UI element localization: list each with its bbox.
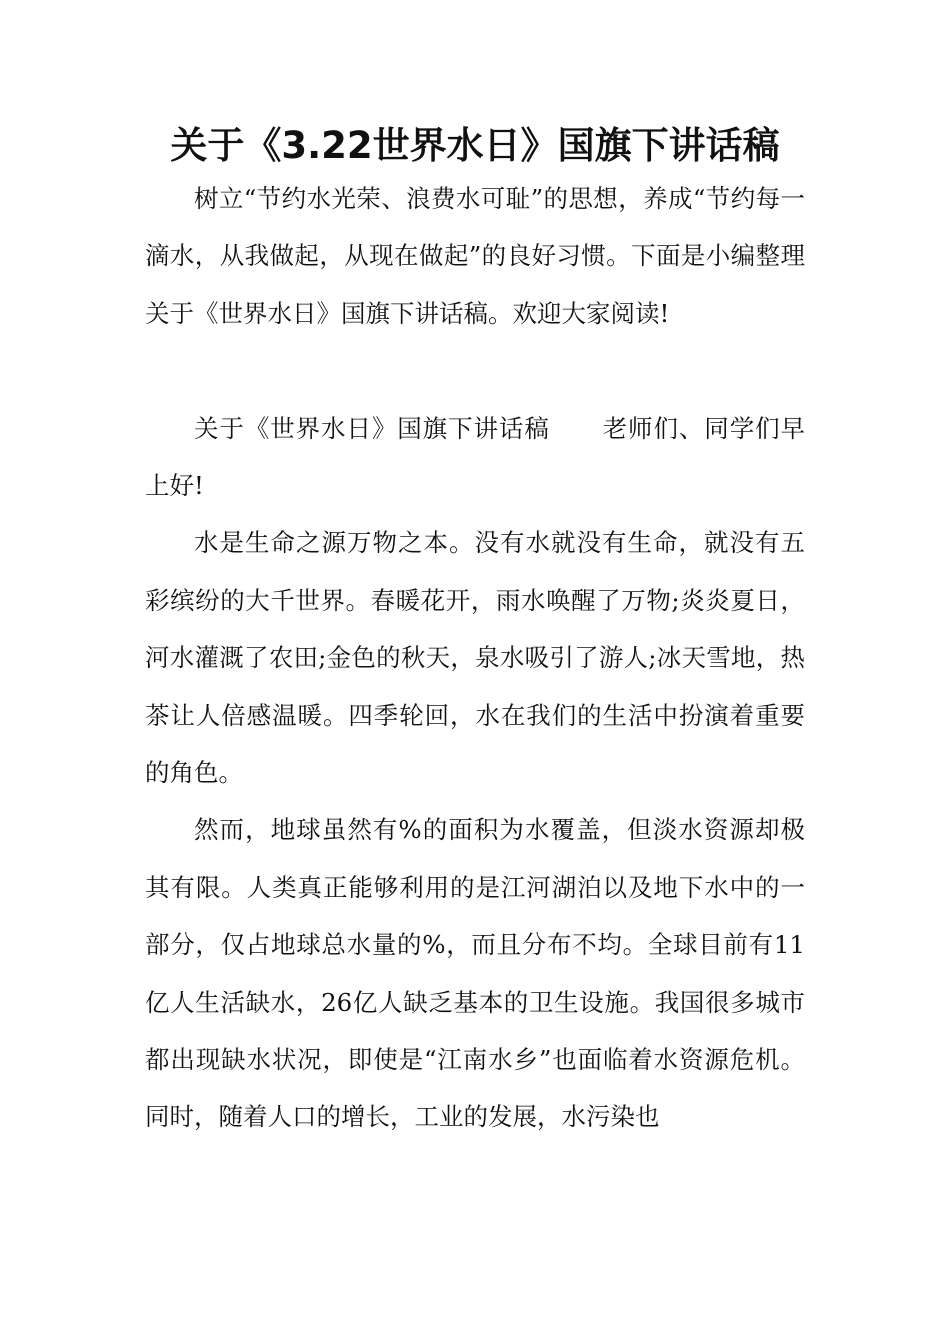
body-paragraph-water-source: 水是生命之源万物之本。没有水就没有生命，就没有五彩缤纷的大千世界。春暖花开，雨水唤醒了万物;炎炎夏日，河水灌溉了农田;金色的秋天，泉水吸引了游人;冰天雪地，热茶让人倍感温暖。四季轮回，水在我们的生活中扮演着重要的角色。 [145, 528, 805, 788]
speech-opening-paragraph [145, 400, 805, 515]
paragraph-spacer [145, 342, 805, 399]
document-body [145, 170, 805, 1146]
greeting: 老师们、同学们早上好! [145, 413, 806, 501]
speech-heading: 关于《世界水日》国旗下讲话稿 [194, 413, 550, 443]
intro-paragraph: 树立“节约水光荣、浪费水可耻”的思想，养成“节约每一滴水，从我做起，从现在做起”的良好习惯。下面是小编整理关于《世界水日》国旗下讲话稿。欢迎大家阅读! [145, 184, 805, 328]
body-paragraph-water-scarcity: 然而，地球虽然有%的面积为水覆盖，但淡水资源却极其有限。人类真正能够利用的是江河湖泊以及地下水中的一部分，仅占地球总水量的%，而且分布不均。全球目前有11亿人生活缺水，26亿人缺乏基本的卫生设施。我国很多城市都出现缺水状况，即使是“江南水乡”也面临着水资源危机。同时，随着人口的增长，工业的发展，水污染也 [145, 815, 805, 1132]
document-title: 关于《3.22世界水日》国旗下讲话稿 [170, 124, 780, 167]
